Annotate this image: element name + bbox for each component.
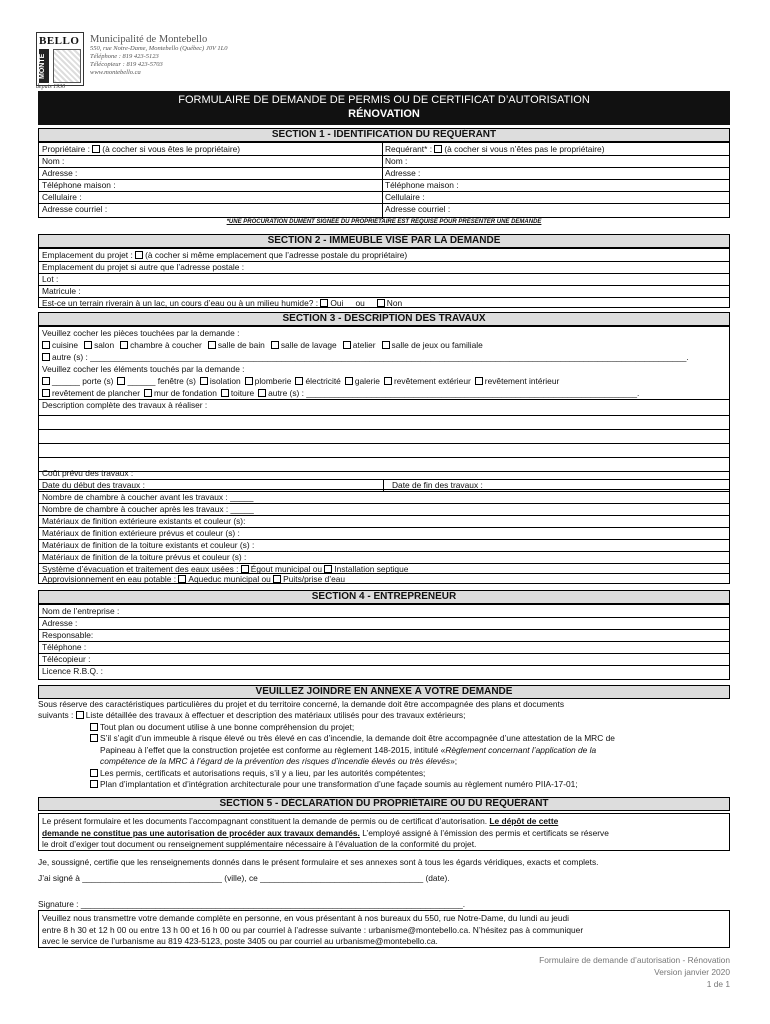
- company-phone-field[interactable]: Téléphone :: [42, 642, 87, 652]
- checkbox-option[interactable]: [343, 340, 376, 350]
- checkbox-option[interactable]: [42, 376, 113, 386]
- rooms-other-checkbox[interactable]: [42, 353, 50, 361]
- owner-phone-field[interactable]: Téléphone maison :: [42, 180, 116, 190]
- footer-version: Version janvier 2020: [654, 967, 730, 977]
- company-name-field[interactable]: Nom de l’entreprise :: [42, 606, 120, 616]
- org-phone: Téléphone : 819 423-5123: [90, 53, 159, 60]
- checkbox-label: salle de jeux ou familiale: [391, 340, 483, 350]
- section3-heading: SECTION 3 - DESCRIPTION DES TRAVAUX: [38, 312, 730, 326]
- section4-table: [38, 604, 730, 680]
- applicant-name-field[interactable]: Nom :: [385, 156, 408, 166]
- checkbox[interactable]: [295, 377, 303, 385]
- owner-field[interactable]: Propriétaire : (à cocher si vous êtes le propriétaire): [42, 144, 241, 154]
- checkbox-option[interactable]: [221, 388, 254, 398]
- rooms-after-field[interactable]: Nombre de chambre à coucher après les travaux : _____: [42, 504, 254, 514]
- company-address-field[interactable]: Adresse :: [42, 618, 78, 628]
- end-date-field[interactable]: Date de fin des travaux :: [392, 480, 483, 490]
- checkbox-option[interactable]: [84, 340, 114, 350]
- applicant-address-field[interactable]: Adresse :: [385, 168, 421, 178]
- checkbox[interactable]: [200, 377, 208, 385]
- section2-table: [38, 248, 730, 308]
- checkbox-label: chambre à coucher: [130, 340, 202, 350]
- checkbox[interactable]: [382, 341, 390, 349]
- checkbox-label: ______ fenêtre (s): [127, 376, 196, 386]
- owner-address-field[interactable]: Adresse :: [42, 168, 78, 178]
- form-title: [38, 91, 730, 125]
- checkbox[interactable]: [42, 377, 50, 385]
- signed-place-date[interactable]: J’ai signé à ______________________________ (ville), ce ___________________________________ (date).: [38, 873, 450, 883]
- annexe-item2-checkbox[interactable]: [90, 723, 98, 731]
- certify-text: Je, soussigné, certifie que les renseignements donnés dans le présent formulaire et ses annexes sont à tous les égards véridiques, exacts et complets.: [38, 857, 599, 867]
- checkbox-label: revêtement extérieur: [393, 376, 471, 386]
- checkbox-option[interactable]: [382, 340, 483, 350]
- checkbox[interactable]: [208, 341, 216, 349]
- ext-existing-field[interactable]: Matériaux de finition extérieure existants et couleur (s):: [42, 516, 246, 526]
- checkbox[interactable]: [221, 389, 229, 397]
- applicant-field[interactable]: Requérant* : (à cocher si vous n’êtes pas le propriétaire): [385, 144, 605, 154]
- checkbox[interactable]: [42, 389, 50, 397]
- checkbox-label: toiture: [230, 388, 255, 398]
- riverside-no-checkbox[interactable]: [377, 299, 385, 307]
- annexe-item3-checkbox[interactable]: [90, 734, 98, 742]
- owner-name-field[interactable]: Nom :: [42, 156, 65, 166]
- annexe-list: suivants : Liste détaillée des travaux à effectuer et description des matériaux utilisés pour des travaux extérieurs; Tout plan ou document utilise à une bonne compréhension du projet; S’il s’agit d’un immeuble à risque élevé ou très élevé en cas d’incendie, la demande doit être accompagnée d’une attestation de la MRC de Papineau à l’effet que la construction projetée est conforme au règlement 148-2015, intitulé «Règlement concernant l’application de la compétence de la MRC à l’égard de la prévention des risques d’incendie élevés ou très élevés»; Les permis, certificats et autorisations requis, s’il y a lieu, par les autorités compétentes; Plan d’implantation et d’intégration architecturale pour une transformation d’une façade soumis au règlement numéro PIIA-17-01;: [38, 710, 615, 789]
- checkbox-option[interactable]: [144, 388, 217, 398]
- checkbox-label: salle de lavage: [280, 340, 337, 350]
- checkbox-label: ______ porte (s): [52, 376, 114, 386]
- checkbox-label: cuisine: [52, 340, 79, 350]
- checkbox-label: salle de bain: [217, 340, 265, 350]
- checkbox-label: revêtement intérieur: [484, 376, 560, 386]
- description-field[interactable]: Description complète des travaux à réaliser :: [42, 400, 208, 410]
- checkbox-option[interactable]: [295, 376, 340, 386]
- municipality-info: [90, 34, 228, 77]
- applicant-phone-field[interactable]: Téléphone maison :: [385, 180, 459, 190]
- checkbox[interactable]: [144, 389, 152, 397]
- same-address-checkbox[interactable]: [135, 251, 143, 259]
- other-location-field[interactable]: Emplacement du projet si autre que l’adresse postale :: [42, 262, 245, 272]
- section2-heading: SECTION 2 - IMMEUBLE VISÉ PAR LA DEMANDE: [38, 234, 730, 248]
- org-fax: Télécopieur : 819 423-5703: [90, 61, 163, 68]
- checkbox-option[interactable]: [200, 376, 241, 386]
- signature-line[interactable]: Signature : __________________________________________________________________________________.: [38, 899, 466, 909]
- checkbox-label: mur de fondation: [154, 388, 217, 398]
- applicant-cell-field[interactable]: Cellulaire :: [385, 192, 425, 202]
- org-name: Municipalité de Montebello: [90, 34, 208, 45]
- elements-checkboxes-1: [39, 375, 729, 387]
- matricule-field[interactable]: Matricule :: [42, 286, 81, 296]
- checkbox[interactable]: [120, 341, 128, 349]
- applicant-email-field[interactable]: Adresse courriel :: [385, 204, 451, 214]
- checkbox[interactable]: [42, 341, 50, 349]
- owner-email-field[interactable]: Adresse courriel :: [42, 204, 108, 214]
- checkbox-option[interactable]: [208, 340, 265, 350]
- municipality-logo: [36, 32, 84, 86]
- rooms-before-field[interactable]: Nombre de chambre à coucher avant les travaux : _____: [42, 492, 254, 502]
- start-date-field[interactable]: Date du début des travaux :: [42, 480, 145, 490]
- company-fax-field[interactable]: Télécopieur :: [42, 654, 91, 664]
- elements-label: Veuillez cocher les éléments touchés par la demande :: [42, 364, 245, 374]
- checkbox-option[interactable]: [384, 376, 471, 386]
- checkbox-option[interactable]: [475, 376, 559, 386]
- checkbox[interactable]: [343, 341, 351, 349]
- section5-heading: SECTION 5 - DÉCLARATION DU PROPRIÉTAIRE OU DU REQUÉRANT: [38, 797, 730, 811]
- checkbox-label: isolation: [209, 376, 241, 386]
- wastewater-field: Système d’évacuation et traitement des eaux usées : Égout municipal ou Installation septique: [42, 564, 409, 574]
- riverside-question: Est-ce un terrain riverain à un lac, un cours d’eau ou à un milieu humide? : Oui ou Non: [42, 298, 403, 308]
- checkbox[interactable]: [475, 377, 483, 385]
- checkbox[interactable]: [258, 389, 266, 397]
- logo-side-text: MONTE: [39, 49, 49, 83]
- checkbox-label: électricité: [305, 376, 341, 386]
- procuration-note: *UNE PROCURATION DÛMENT SIGNÉE DU PROPRIÉTAIRE EST REQUISE POUR PRÉSENTER UNE DEMANDE: [226, 219, 542, 225]
- footer-page: 1 de 1: [706, 979, 730, 989]
- owner-cell-field[interactable]: Cellulaire :: [42, 192, 82, 202]
- roof-existing-field[interactable]: Matériaux de finition de la toiture existants et couleur (s) :: [42, 540, 255, 550]
- cost-field[interactable]: Coût prévu des travaux :: [42, 468, 134, 478]
- checkbox[interactable]: [117, 377, 125, 385]
- footer-title: Formulaire de demande d’autorisation - Rénovation: [539, 955, 730, 965]
- annexe-item5-checkbox[interactable]: [90, 780, 98, 788]
- section4-heading: SECTION 4 - ENTREPRENEUR: [38, 590, 730, 604]
- ext-planned-field[interactable]: Matériaux de finition extérieure prévus et couleur (s) :: [42, 528, 240, 538]
- checkbox[interactable]: [345, 377, 353, 385]
- checkbox-label: salon: [94, 340, 115, 350]
- checkbox[interactable]: [271, 341, 279, 349]
- checkbox-option[interactable]: [345, 376, 380, 386]
- checkbox[interactable]: [384, 377, 392, 385]
- elements-checkboxes-2: [39, 387, 729, 399]
- checkbox-option[interactable]: [258, 388, 639, 398]
- water-supply-field: Approvisionnement en eau potable : Aqueduc municipal ou Puits/prise d’eau: [42, 574, 346, 584]
- checkbox-label: autre (s) : _______________________________________________________________________.: [268, 388, 640, 398]
- company-responsible-field[interactable]: Responsable:: [42, 630, 94, 640]
- logo-image: [53, 49, 81, 83]
- logo-since: depuis 1930: [36, 84, 66, 90]
- rooms-checkboxes: [39, 339, 729, 351]
- annexe-intro: Sous réserve des caractéristiques particulières du projet et du territoire concerné, la demande doit être accompagnée des plans et documents: [38, 699, 565, 709]
- checkbox-label: galerie: [354, 376, 380, 386]
- rooms-other[interactable]: autre (s) : ________________________________________________________________________________________________________________________________.: [39, 351, 729, 363]
- checkbox-option[interactable]: [117, 376, 195, 386]
- checkbox-label: plomberie: [254, 376, 292, 386]
- section1-table: [38, 142, 730, 218]
- roof-planned-field[interactable]: Matériaux de finition de la toiture prévus et couleur (s) :: [42, 552, 247, 562]
- project-location-field[interactable]: Emplacement du projet : (à cocher si même emplacement que l’adresse postale du propriétaire): [42, 250, 408, 260]
- aqueduct-checkbox[interactable]: [178, 575, 186, 583]
- annexe-item4-checkbox[interactable]: [90, 769, 98, 777]
- description-line[interactable]: [39, 429, 729, 443]
- applicant-checkbox[interactable]: [434, 145, 442, 153]
- annexe-item1-checkbox[interactable]: [76, 711, 84, 719]
- title-line1: FORMULAIRE DE DEMANDE DE PERMIS OU DE CERTIFICAT D’AUTORISATION: [178, 94, 590, 106]
- contact-box: Veuillez nous transmettre votre demande complète en personne, en vous présentant à nos bureaux du 550, rue Notre-Dame, du lundi au jeudi entre 8 h 30 et 12 h 00 ou entre 13 h 00 et 16 h 00 ou par courriel à l’adresse suivante : urbanisme@montebello.ca. N’hésitez pas à communiquer avec le service de l’urbanisme au 819 423-5123, poste 3405 ou par courriel au urbanisme@montebello.ca.: [38, 910, 730, 948]
- checkbox[interactable]: [245, 377, 253, 385]
- checkbox-option[interactable]: [42, 388, 140, 398]
- checkbox-option[interactable]: [42, 340, 78, 350]
- owner-checkbox[interactable]: [92, 145, 100, 153]
- well-checkbox[interactable]: [273, 575, 281, 583]
- riverside-yes-checkbox[interactable]: [320, 299, 328, 307]
- section1-heading: SECTION 1 - IDENTIFICATION DU REQUÉRANT: [38, 128, 730, 142]
- annexe-heading: VEUILLEZ JOINDRE EN ANNEXE À VOTRE DEMANDE: [38, 685, 730, 699]
- org-web: www.montebello.ca: [90, 69, 141, 76]
- lot-field[interactable]: Lot :: [42, 274, 59, 284]
- section3-table: [38, 326, 730, 584]
- checkbox-label: revêtement de plancher: [52, 388, 140, 398]
- logo-text: BELLO: [39, 35, 80, 47]
- checkbox-option[interactable]: [120, 340, 202, 350]
- rooms-label: Veuillez cocher les pièces touchées par la demande :: [42, 328, 240, 338]
- declaration-box: Le présent formulaire et les documents l’accompagnant constituent la demande de permis ou de certificat d’autorisation. Le dépôt de cette demande ne constitue pas une autorisation de procéder aux travaux demandés. L’employé assigné à l’émission des permis et certificats se réserve le droit d’exiger tout document ou renseignement supplémentaire nécessaire à l’évaluation de la conformité du projet.: [38, 813, 730, 851]
- rbq-license-field[interactable]: Licence R.B.Q. :: [42, 666, 103, 676]
- checkbox-option[interactable]: [245, 376, 292, 386]
- org-address: 550, rue Notre-Dame, Montebello (Québec) J0V 1L0: [90, 45, 228, 52]
- title-line2: RÉNOVATION: [348, 108, 420, 120]
- checkbox-option[interactable]: [271, 340, 337, 350]
- checkbox-label: atelier: [352, 340, 376, 350]
- checkbox[interactable]: [84, 341, 92, 349]
